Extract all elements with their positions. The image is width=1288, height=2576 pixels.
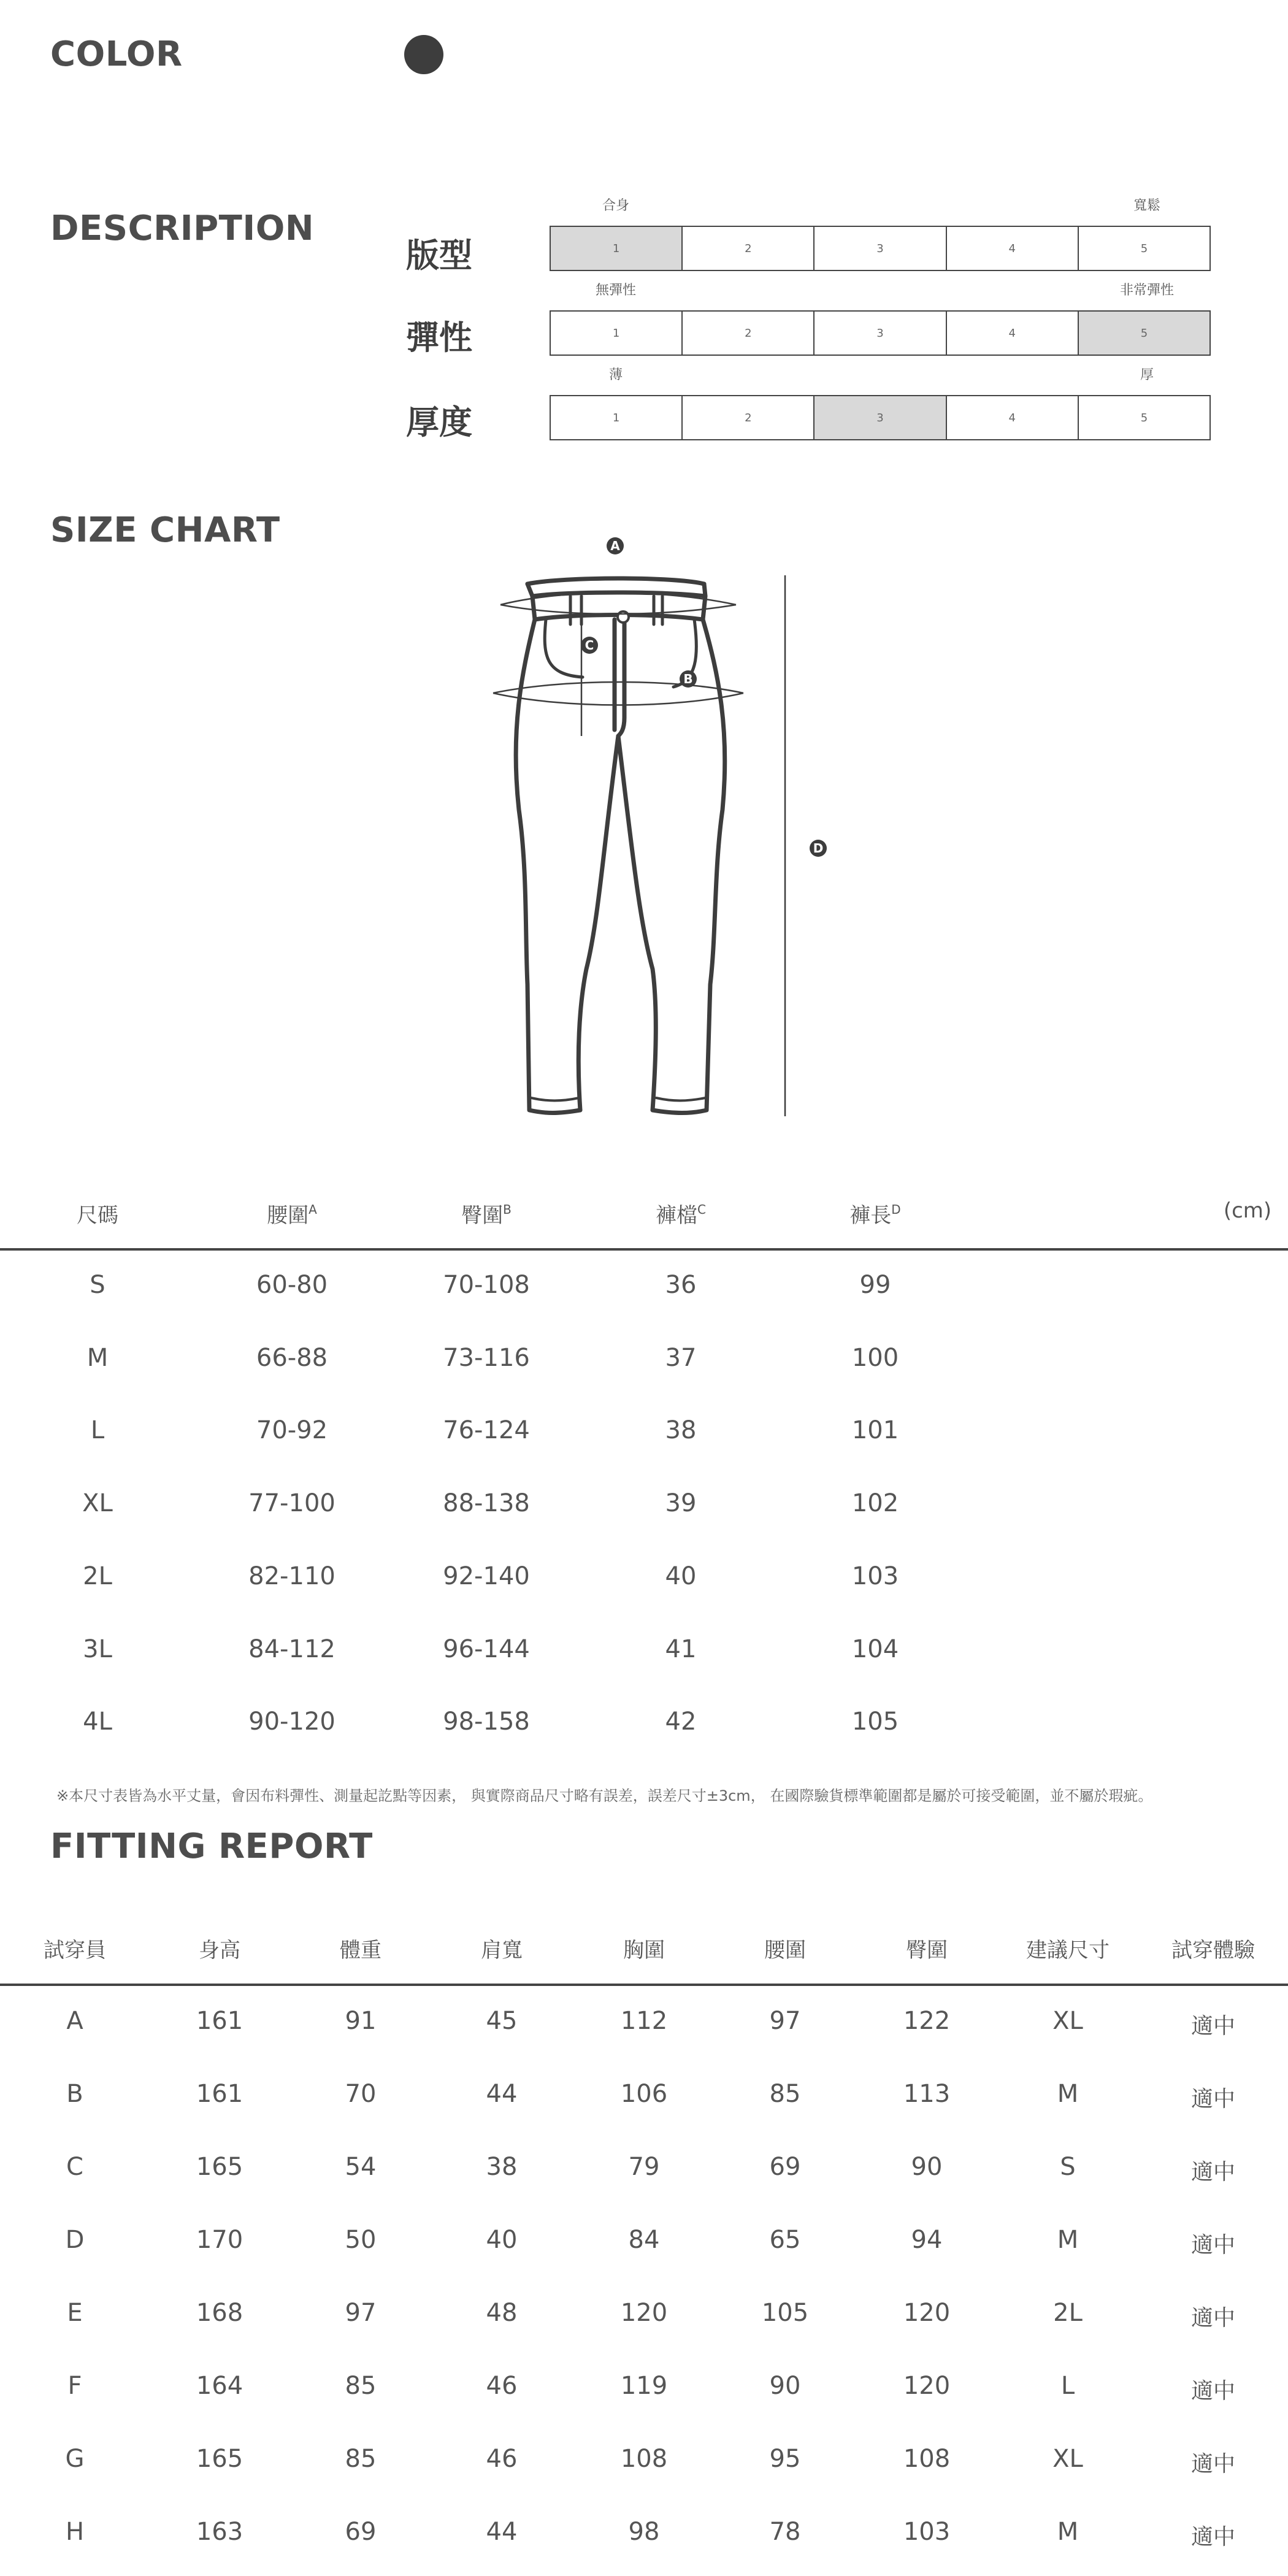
fitting-header-cell: 試穿員 [44, 1938, 106, 1963]
fit-label: 版型 [406, 236, 472, 275]
fitting-table-cell: 113 [903, 2080, 951, 2108]
size-table-cell: 73-116 [443, 1344, 530, 1372]
fitting-table-cell: L [1060, 2372, 1075, 2400]
size-table-cell: 103 [851, 1562, 899, 1590]
size-table-cell: 40 [665, 1562, 697, 1590]
description-section-title: DESCRIPTION [50, 209, 315, 248]
fitting-header-cell: 肩寬 [481, 1938, 523, 1963]
size-table-cell: 39 [665, 1489, 697, 1517]
fitting-table-cell: 2L [1053, 2299, 1083, 2327]
fitting-table-cell: 94 [911, 2226, 943, 2254]
size-table-cell: 66-88 [256, 1344, 328, 1372]
thickness-scale-cell: 4 [947, 396, 1079, 439]
fitting-table-cell: 95 [769, 2445, 801, 2473]
fitting-table-rule [0, 1984, 1288, 1986]
fitting-table-cell: 44 [486, 2080, 518, 2108]
fitting-table-cell: 85 [345, 2372, 377, 2400]
fitting-table-cell: XL [1052, 2007, 1083, 2035]
fitting-table-cell: 46 [486, 2372, 518, 2400]
fitting-table-cell: XL [1052, 2445, 1083, 2473]
fitting-table-cell: 97 [769, 2007, 801, 2035]
fitting-table-cell: 38 [486, 2153, 518, 2181]
marker-d: D [813, 841, 824, 856]
fitting-table-cell: 120 [620, 2299, 668, 2327]
fitting-table-cell: 106 [620, 2080, 668, 2108]
fitting-table-cell: 69 [769, 2153, 801, 2181]
fitting-table-cell: 適中 [1190, 2379, 1236, 2404]
fitting-table-cell: 165 [196, 2445, 243, 2473]
fitting-table-cell: 48 [486, 2299, 518, 2327]
thickness-high-caption: 厚 [1140, 367, 1154, 383]
fit-low-caption: 合身 [602, 198, 630, 213]
color-swatch[interactable] [404, 35, 443, 74]
thickness-scale-cell: 1 [551, 396, 683, 439]
thickness-low-caption: 薄 [608, 367, 623, 383]
fitting-table-cell: 69 [345, 2518, 377, 2546]
elasticity-scale-cell: 5 [1079, 312, 1209, 355]
fitting-report-section-title: FITTING REPORT [50, 1827, 373, 1866]
size-table-cell: 77-100 [248, 1489, 335, 1517]
size-table-cell: XL [82, 1489, 113, 1517]
fitting-table-cell: 65 [769, 2226, 801, 2254]
size-header-size: 尺碼 [77, 1203, 118, 1228]
size-table-cell: 84-112 [248, 1635, 335, 1663]
size-table-cell: 38 [665, 1416, 697, 1444]
fitting-table-cell: C [66, 2153, 83, 2181]
fitting-table-cell: 161 [196, 2080, 243, 2108]
size-table-cell: 3L [83, 1635, 112, 1663]
fitting-table-cell: 50 [345, 2226, 377, 2254]
fit-scale [550, 226, 1211, 271]
size-table-cell: 98-158 [443, 1708, 530, 1736]
fitting-table-cell: 45 [486, 2007, 518, 2035]
size-table-cell: 76-124 [443, 1416, 530, 1444]
size-table-cell: 70-108 [443, 1271, 530, 1299]
fitting-table-cell: 108 [620, 2445, 668, 2473]
elasticity-high-caption: 非常彈性 [1119, 283, 1175, 298]
thickness-label: 厚度 [406, 403, 472, 442]
fitting-table-cell: E [67, 2299, 83, 2327]
fitting-table-cell: B [66, 2080, 83, 2108]
fitting-table-cell: 90 [911, 2153, 943, 2181]
fitting-table-cell: 78 [769, 2518, 801, 2546]
size-header-rise: 褲檔$^C$ [656, 1202, 706, 1228]
fitting-table-cell: 119 [620, 2372, 668, 2400]
size-table-cell: 100 [851, 1344, 899, 1372]
fitting-table-cell: 163 [196, 2518, 243, 2546]
fitting-table-cell: 120 [903, 2372, 951, 2400]
fitting-header-cell: 腰圍 [764, 1938, 806, 1963]
pants-diagram [478, 527, 846, 1129]
fitting-table-cell: 44 [486, 2518, 518, 2546]
size-table-cell: 82-110 [248, 1562, 335, 1590]
fitting-table-cell: 40 [486, 2226, 518, 2254]
marker-a: A [610, 539, 620, 553]
fitting-table-cell: 適中 [1190, 2014, 1236, 2039]
fit-scale-cell: 3 [815, 227, 946, 270]
fitting-table-cell: H [65, 2518, 85, 2546]
elasticity-scale-cell: 4 [947, 312, 1079, 355]
fitting-table-cell: 46 [486, 2445, 518, 2473]
fitting-table-cell: 79 [628, 2153, 660, 2181]
size-table-cell: 42 [665, 1708, 697, 1736]
thickness-scale-cell: 5 [1140, 411, 1148, 424]
elasticity-scale-cell: 3 [815, 312, 946, 355]
fitting-table-cell: D [65, 2226, 85, 2254]
elasticity-scale [550, 310, 1211, 356]
size-unit: (cm) [1223, 1198, 1272, 1223]
size-table-cell: 96-144 [443, 1635, 530, 1663]
size-table-cell: 88-138 [443, 1489, 530, 1517]
fitting-table-cell: 85 [345, 2445, 377, 2473]
thickness-scale-cell: 3 [815, 396, 946, 439]
fitting-table-cell: 170 [196, 2226, 243, 2254]
fitting-table-cell: 適中 [1190, 2524, 1236, 2550]
thickness-scale-cell: 2 [683, 396, 815, 439]
fit-high-caption: 寬鬆 [1133, 198, 1161, 213]
marker-c: C [585, 638, 594, 653]
size-table-cell: 90-120 [248, 1708, 335, 1736]
fitting-header-cell: 臀圍 [906, 1938, 948, 1963]
size-table-cell: 2L [83, 1562, 112, 1590]
fitting-table-cell: M [1057, 2080, 1079, 2108]
fitting-table-cell: 112 [620, 2007, 668, 2035]
fitting-table-cell: 54 [345, 2153, 377, 2181]
size-table-cell: S [90, 1271, 105, 1299]
fitting-table-cell: 適中 [1190, 2451, 1236, 2477]
fitting-table-cell: 165 [196, 2153, 243, 2181]
elasticity-scale-cell: 2 [683, 312, 815, 355]
size-table-cell: 60-80 [256, 1271, 328, 1299]
fitting-table-cell: 90 [769, 2372, 801, 2400]
size-table-cell: L [90, 1416, 105, 1444]
size-table-cell: 101 [851, 1416, 899, 1444]
size-header-length: 褲長$^D$ [849, 1202, 901, 1228]
fitting-header-cell: 身高 [199, 1938, 240, 1963]
elasticity-low-caption: 無彈性 [595, 283, 637, 298]
fitting-table-cell: 168 [196, 2299, 243, 2327]
fitting-table-cell: 適中 [1190, 2233, 1236, 2258]
fitting-table-cell: F [67, 2372, 82, 2400]
fitting-table-cell: 84 [628, 2226, 660, 2254]
size-table-cell: 104 [851, 1635, 899, 1663]
fitting-table-cell: 適中 [1190, 2160, 1236, 2185]
size-table-rule [0, 1248, 1288, 1251]
size-chart-note: ※本尺寸表皆為水平丈量，會因布料彈性、測量起訖點等因素， 與實際商品尺寸略有誤差，誤差尺寸±3cm， 在國際驗貨標準範圍都是屬於可接受範圍，並不屬於瑕疵。 [56, 1787, 1153, 1804]
fit-scale-cell: 4 [947, 227, 1079, 270]
size-table-cell: 36 [665, 1271, 697, 1299]
fitting-header-cell: 建議尺寸 [1026, 1938, 1110, 1963]
size-table-cell: 70-92 [256, 1416, 328, 1444]
fitting-table-cell: 適中 [1190, 2306, 1236, 2331]
elasticity-scale-cell: 1 [551, 312, 683, 355]
fitting-table-cell: 85 [769, 2080, 801, 2108]
fitting-table-cell: 適中 [1190, 2087, 1236, 2112]
fitting-table-cell: 122 [903, 2007, 951, 2035]
fitting-table-cell: 91 [345, 2007, 377, 2035]
fitting-table-cell: 120 [903, 2299, 951, 2327]
fitting-table-cell: 103 [903, 2518, 951, 2546]
size-table-cell: 4L [83, 1708, 112, 1736]
size-table-cell: 41 [665, 1635, 697, 1663]
size-table-cell: 37 [665, 1344, 697, 1372]
size-header-hip: 臀圍$^B$ [461, 1202, 512, 1228]
size-chart-section-title: SIZE CHART [50, 510, 280, 550]
fit-scale-cell: 1 [551, 227, 683, 270]
size-table-cell: M [86, 1344, 109, 1372]
color-section-title: COLOR [50, 34, 183, 74]
fitting-header-cell: 體重 [340, 1938, 381, 1963]
fit-scale-cell: 5 [1140, 242, 1148, 255]
fitting-table-cell: S [1060, 2153, 1076, 2181]
fitting-table-cell: A [66, 2007, 83, 2035]
elasticity-label: 彈性 [406, 318, 472, 357]
fitting-header-cell: 試穿體驗 [1171, 1938, 1255, 1963]
size-table-cell: 105 [851, 1708, 899, 1736]
size-table-cell: 99 [859, 1271, 891, 1299]
fitting-table-cell: G [65, 2445, 85, 2473]
fitting-table-cell: 97 [345, 2299, 377, 2327]
size-table-cell: 92-140 [443, 1562, 530, 1590]
size-table-cell: 102 [851, 1489, 899, 1517]
thickness-scale [550, 395, 1211, 440]
fitting-table-cell: 161 [196, 2007, 243, 2035]
marker-b: B [683, 672, 693, 686]
fitting-table-cell: 105 [761, 2299, 809, 2327]
size-header-waist: 腰圍$^A$ [267, 1202, 317, 1228]
fitting-table-cell: M [1057, 2226, 1079, 2254]
fit-scale-cell: 2 [683, 227, 815, 270]
fitting-table-cell: 164 [196, 2372, 243, 2400]
fitting-table-cell: M [1057, 2518, 1079, 2546]
fitting-table-cell: 108 [903, 2445, 951, 2473]
fitting-table-cell: 70 [345, 2080, 377, 2108]
fitting-header-cell: 胸圍 [623, 1938, 665, 1963]
fitting-table-cell: 98 [628, 2518, 660, 2546]
